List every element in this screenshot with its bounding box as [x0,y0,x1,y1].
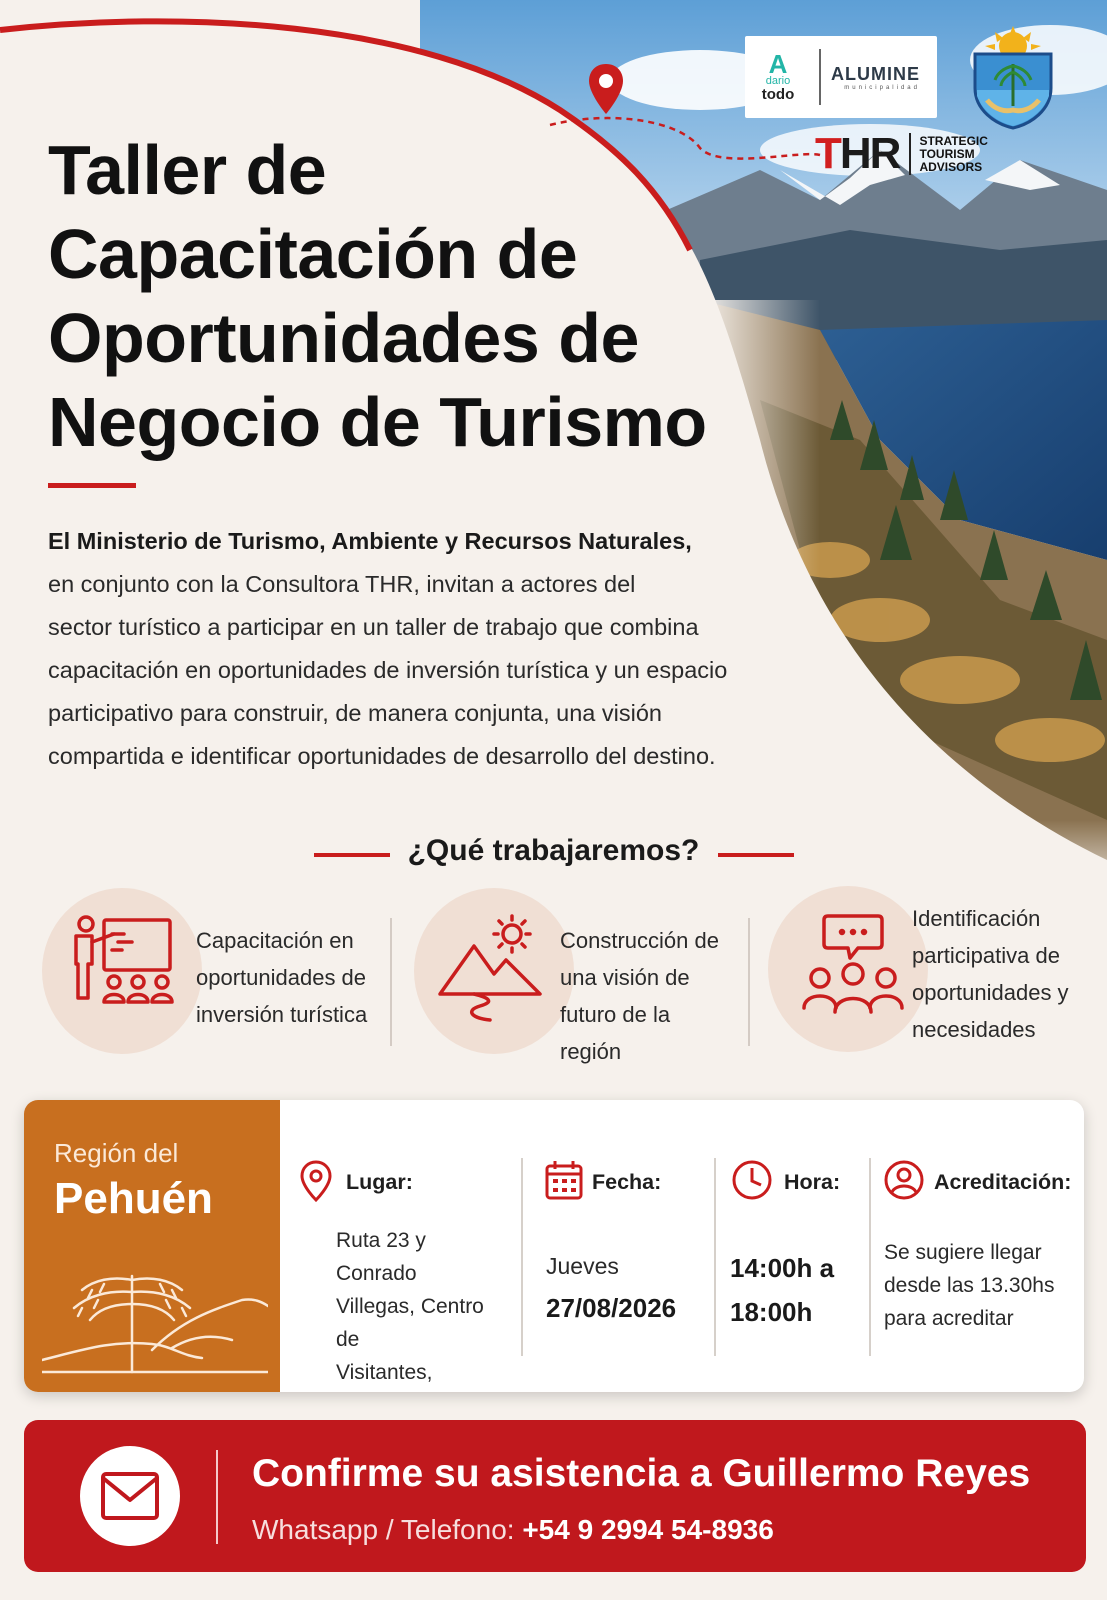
feature-item [414,888,734,1064]
lugar-line: Visitantes, [336,1361,433,1384]
fecha-day: Jueves [546,1253,619,1279]
user-circle-icon [882,1158,926,1202]
rsvp-contact [252,1514,774,1546]
title-line: Capacitación de [48,215,578,293]
feature-line: Construcción de [560,928,719,953]
feature-divider [748,918,750,1046]
event-info-card [24,1100,1084,1392]
region-name: Pehuén [54,1174,213,1223]
phone-number[interactable]: +54 9 2994 54-8936 [522,1514,774,1545]
detail-acreditacion [872,1100,1084,1392]
feature-line: oportunidades de [196,965,367,990]
acreditacion-label: Acreditación: [934,1170,1072,1194]
lugar-line: Ruta 23 y Conrado [336,1229,426,1285]
intro-line: participativo para construir, de manera conjunta, una visión [48,700,662,726]
hora-from: 14:00h a [730,1253,835,1283]
acreditacion-line: desde las 13.30hs [884,1274,1055,1297]
people-chat-icon [788,908,908,1028]
rsvp-banner[interactable] [24,1420,1086,1572]
hora-label: Hora: [784,1170,841,1194]
fecha-date: 27/08/2026 [546,1293,677,1323]
heading-dash-right [718,853,794,857]
intro-lead: El Ministerio de Turismo, Ambiente y Recursos Naturales, [48,528,692,554]
partner-logos [745,36,937,118]
title-line: Negocio de Turismo [48,383,707,461]
detail-divider [869,1158,871,1356]
lugar-label: Lugar: [346,1170,413,1194]
contact-label: Whatsapp / Telefono: [252,1514,523,1545]
araucaria-tree-icon [42,1240,268,1380]
thr-logo: THR STRATEGIC TOURISM ADVISORS [815,129,988,178]
province-shield-icon [965,26,1061,130]
title-line: Taller de [48,131,327,209]
feature-item [768,886,1088,1052]
intro-line: compartida e identificar oportunidades de desarrollo del destino. [48,743,716,769]
acreditacion-line: para acreditar [884,1307,1014,1330]
feature-line: oportunidades y [912,980,1069,1005]
title-underline [48,483,136,488]
region-label: Región del [54,1138,179,1168]
intro-line: en conjunto con la Consultora THR, invitan a actores del [48,571,636,597]
fecha-label: Fecha: [592,1170,662,1194]
detail-hora [716,1100,866,1392]
rsvp-title: Confirme su asistencia a Guillermo Reyes [252,1452,1031,1495]
logo-divider [819,49,821,105]
intro-line: sector turístico a participar en un taller de trabajo que combina [48,614,699,640]
hora-to: 18:00h [730,1297,813,1327]
feature-line: inversión turística [196,1002,368,1027]
feature-line: participativa de [912,943,1060,968]
location-pin-icon [294,1158,338,1202]
dario-todo-logo: A dario todo [761,49,795,103]
feature-item [42,888,372,1054]
alumine-logo: ALUMINE municipalidad [831,63,920,91]
intro-line: capacitación en oportunidades de inversión turística y un espacio [48,657,728,683]
map-pin-icon [586,62,626,118]
presentation-icon [62,910,182,1030]
mountain-sun-icon [434,910,554,1030]
lugar-line: Villegas, Centro de [336,1295,484,1351]
calendar-icon [542,1158,586,1202]
envelope-icon [100,1470,160,1522]
region-panel [24,1100,280,1392]
feature-line: una visión de [560,965,690,990]
section-title: ¿Qué trabajaremos? [407,834,700,867]
title-line: Oportunidades de [48,299,639,377]
feature-line: Capacitación en [196,928,354,953]
detail-lugar [280,1100,510,1392]
detail-divider [521,1158,523,1356]
clock-icon [730,1158,774,1202]
feature-line: futuro de la región [560,1002,671,1064]
detail-fecha [524,1100,714,1392]
section-heading [0,832,1107,876]
intro-paragraph [48,520,748,778]
feature-line: Identificación [912,906,1041,931]
feature-divider [390,918,392,1046]
acreditacion-line: Se sugiere llegar [884,1241,1042,1264]
banner-divider [216,1450,218,1544]
feature-line: necesidades [912,1017,1036,1042]
page-title [48,128,768,464]
